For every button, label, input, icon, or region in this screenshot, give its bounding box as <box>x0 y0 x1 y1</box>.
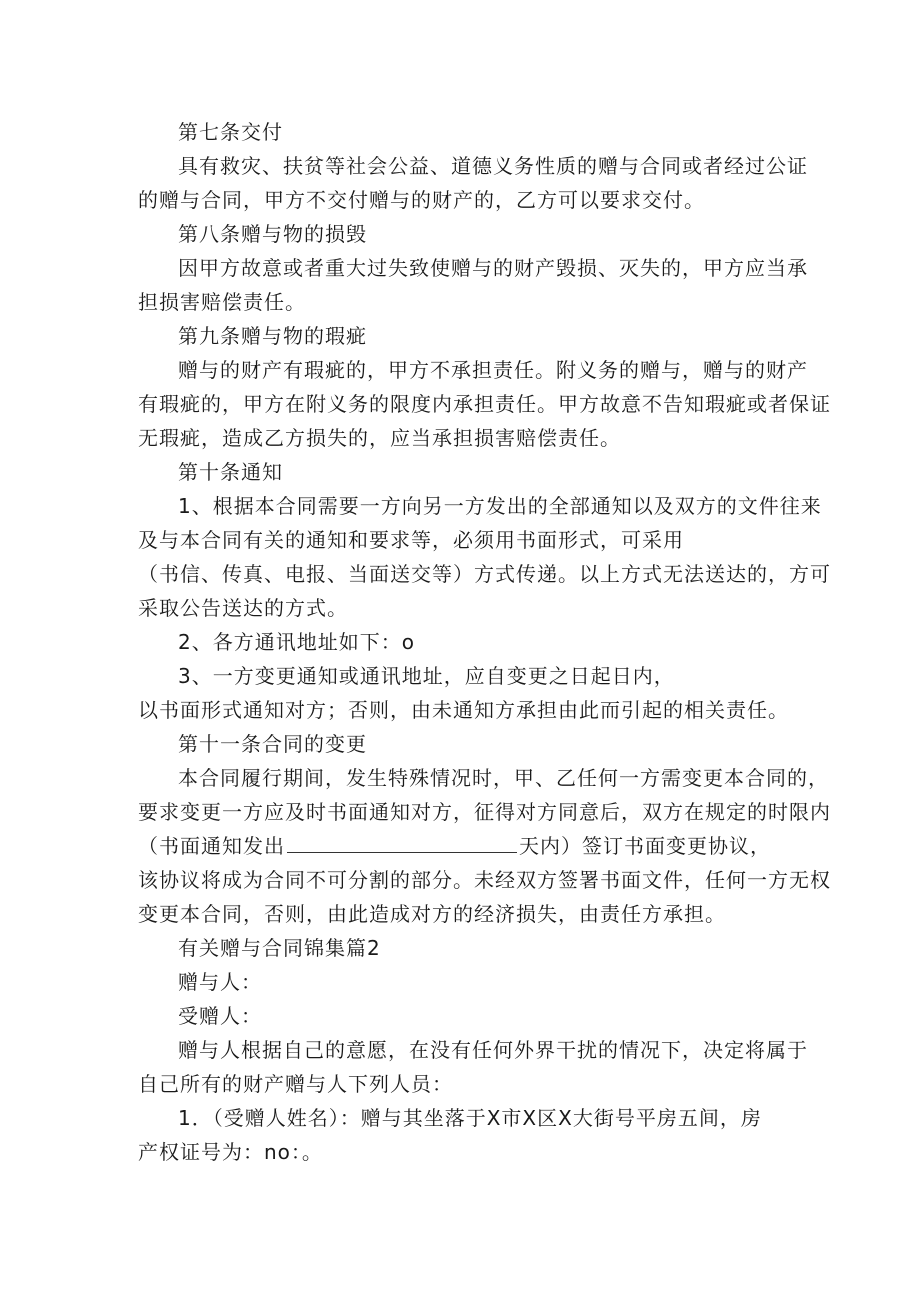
article-8-heading: 第八条赠与物的损毁 <box>178 222 367 246</box>
paragraph-line: 以书面形式通知对方；否则，由未通知方承担由此而引起的相关责任。 <box>138 698 789 722</box>
line-text-before-blank: （书面通知发出 <box>138 834 285 858</box>
paragraph-line: 要求变更一方应及时书面通知对方，征得对方同意后，双方在规定的时限内 <box>138 800 831 824</box>
paragraph-line: 1．（受赠人姓名）：赠与其坐落于X市X区X大街号平房五间，房 <box>178 1106 762 1130</box>
paragraph-line: 本合同履行期间，发生特殊情况时，甲、乙任何一方需变更本合同的， <box>178 766 829 790</box>
paragraph-line: 3、一方变更通知或通讯地址，应自变更之日起日内， <box>178 664 675 688</box>
donee-label: 受赠人： <box>178 1004 262 1028</box>
article-11-heading: 第十一条合同的变更 <box>178 732 367 756</box>
paragraph-line: 具有救灾、扶贫等社会公益、道德义务性质的赠与合同或者经过公证 <box>178 154 808 178</box>
paragraph-line: 2、各方通讯地址如下：o <box>178 630 415 654</box>
paragraph-line: 的赠与合同，甲方不交付赠与的财产的，乙方可以要求交付。 <box>138 188 705 212</box>
paragraph-line: 采取公告送达的方式。 <box>138 596 348 620</box>
section-heading: 有关赠与合同锦集篇2 <box>178 936 381 960</box>
paragraph-line: 有瑕疵的，甲方在附义务的限度内承担责任。甲方故意不告知瑕疵或者保证 <box>138 392 831 416</box>
article-7-heading: 第七条交付 <box>178 120 283 144</box>
line-text-after-blank: 天内）签订书面变更协议， <box>519 834 771 858</box>
paragraph-line: 因甲方故意或者重大过失致使赠与的财产毁损、灭失的，甲方应当承 <box>178 256 808 280</box>
paragraph-line: （书信、传真、电报、当面送交等）方式传递。以上方式无法送达的，方可 <box>138 562 831 586</box>
paragraph-line-with-blank <box>138 832 771 860</box>
paragraph-line: 1、根据本合同需要一方向另一方发出的全部通知以及双方的文件往来 <box>178 494 822 518</box>
paragraph-line: 该协议将成为合同不可分割的部分。未经双方签署书面文件，任何一方无权 <box>138 868 831 892</box>
fill-in-blank <box>287 832 517 853</box>
paragraph-line: 产权证号为：no：。 <box>138 1140 323 1164</box>
donor-label: 赠与人： <box>178 970 262 994</box>
paragraph-line: 赠与人根据自己的意愿，在没有任何外界干扰的情况下，决定将属于 <box>178 1038 808 1062</box>
article-10-heading: 第十条通知 <box>178 460 283 484</box>
paragraph-line: 无瑕疵，造成乙方损失的，应当承担损害赔偿责任。 <box>138 426 621 450</box>
paragraph-line: 担损害赔偿责任。 <box>138 290 306 314</box>
paragraph-line: 自己所有的财产赠与人下列人员： <box>138 1072 453 1096</box>
paragraph-line: 变更本合同，否则，由此造成对方的经济损失，由责任方承担。 <box>138 902 726 926</box>
article-9-heading: 第九条赠与物的瑕疵 <box>178 324 367 348</box>
paragraph-line: 赠与的财产有瑕疵的，甲方不承担责任。附义务的赠与，赠与的财产 <box>178 358 808 382</box>
paragraph-line: 及与本合同有关的通知和要求等，必须用书面形式，可采用 <box>138 528 684 552</box>
